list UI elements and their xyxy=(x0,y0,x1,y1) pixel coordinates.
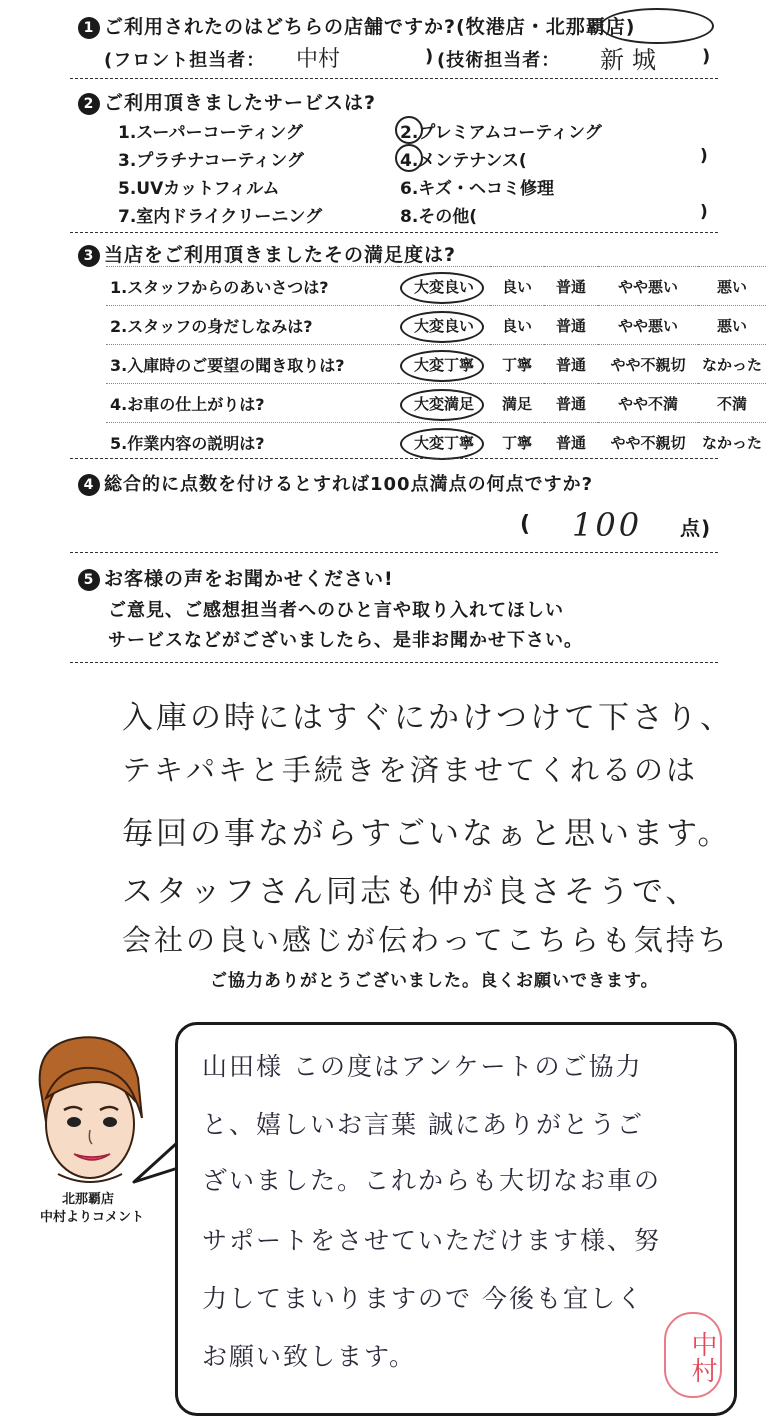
rating-option: なかった xyxy=(698,423,766,462)
staff-reply-line: ざいました。これからも大切なお車の xyxy=(202,1166,662,1195)
question-3-text: 当店をご利用頂きましたその満足度は? xyxy=(104,244,457,266)
service-option-7: 7.室内ドライクリーニング xyxy=(118,207,323,227)
rating-option-selected: 大変良い xyxy=(398,306,490,345)
customer-comment-last-line: ご協力ありがとうございました。良くお願いできます。 xyxy=(210,971,659,991)
rating-option: 丁寧 xyxy=(490,345,544,384)
rating-option: 普通 xyxy=(544,423,598,462)
staff-reply-line: 山田様 この度はアンケートのご協力 xyxy=(202,1052,643,1081)
service-4-circle xyxy=(395,144,423,172)
rating-option: 普通 xyxy=(544,345,598,384)
question-1-text: ご利用されたのはどちらの店舗ですか?(牧港店・北那覇店) xyxy=(104,16,636,38)
question-number-3: 3 xyxy=(78,245,100,267)
service-option-2: 2.プレミアムコーティング xyxy=(400,123,602,143)
rating-option: 丁寧 xyxy=(490,423,544,462)
front-staff-line xyxy=(104,46,265,72)
question-number-1: 1 xyxy=(78,17,100,39)
question-number-4: 4 xyxy=(78,474,100,496)
satisfaction-label: 5.作業内容の説明は? xyxy=(106,423,398,462)
rating-option: 良い xyxy=(490,267,544,306)
score-unit: 点) xyxy=(680,516,712,540)
divider xyxy=(70,662,718,663)
customer-comment-line: 入庫の時にはすぐにかけつけて下さり、 xyxy=(122,700,734,736)
selected-oval xyxy=(400,350,484,382)
rating-option-selected: 大変満足 xyxy=(398,384,490,423)
service-option-3: 3.プラチナコーティング xyxy=(118,151,304,171)
service-option-4-close: ) xyxy=(700,146,708,166)
question-number-2: 2 xyxy=(78,93,100,115)
selected-oval xyxy=(400,428,484,460)
rating-option: 悪い xyxy=(698,267,766,306)
rating-option: やや悪い xyxy=(598,306,698,345)
rating-option-selected: 大変丁寧 xyxy=(398,345,490,384)
question-3 xyxy=(78,240,456,267)
customer-comment-line: スタッフさん同志も仲が良さそうで、 xyxy=(122,874,700,910)
rating-option: 普通 xyxy=(544,306,598,345)
tech-staff-close: ) xyxy=(702,46,712,67)
question-5 xyxy=(78,564,394,591)
satisfaction-label: 4.お車の仕上がりは? xyxy=(106,384,398,423)
staff-reply-line: サポートをさせていただけます様、努 xyxy=(202,1226,662,1255)
satisfaction-table xyxy=(106,266,766,461)
divider xyxy=(70,232,718,233)
rating-option: 満足 xyxy=(490,384,544,423)
service-option-5: 5.UVカットフィルム xyxy=(118,179,280,199)
satisfaction-label: 2.スタッフの身だしなみは? xyxy=(106,306,398,345)
question-4-text: 総合的に点数を付けるとすれば100点満点の何点ですか? xyxy=(104,474,594,495)
rating-option: やや悪い xyxy=(598,267,698,306)
rating-option: やや不満 xyxy=(598,384,698,423)
service-2-circle xyxy=(395,116,423,144)
service-option-8-close: ) xyxy=(700,202,708,222)
question-2 xyxy=(78,88,376,115)
tech-staff-name: 新城 xyxy=(600,46,664,74)
satisfaction-row xyxy=(106,306,766,345)
rating-option: やや不親切 xyxy=(598,423,698,462)
service-option-8: 8.その他( xyxy=(400,207,478,227)
divider xyxy=(70,458,718,459)
front-staff-label: (フロント担当者： xyxy=(104,50,266,71)
rating-option-selected: 大変丁寧 xyxy=(398,423,490,462)
staff-reply-bubble xyxy=(175,1022,737,1416)
question-1 xyxy=(78,12,635,39)
rating-option: 普通 xyxy=(544,384,598,423)
divider xyxy=(70,552,718,553)
customer-comment-line: 毎回の事ながらすごいなぁと思います。 xyxy=(122,816,732,852)
rating-option: やや不親切 xyxy=(598,345,698,384)
question-5-line3: サービスなどがございましたら、是非お聞かせ下さい。 xyxy=(108,630,583,651)
rating-option: 不満 xyxy=(698,384,766,423)
rating-option: 良い xyxy=(490,306,544,345)
tech-staff-label: (技術担当者： xyxy=(437,50,561,71)
service-option-1: 1.スーパーコーティング xyxy=(118,123,303,143)
score-open: ( xyxy=(520,512,532,537)
question-5-line2: ご意見、ご感想担当者へのひと言や取り入れてほしい xyxy=(108,600,564,621)
staff-reply-line: 力してまいりますので 今後も宜しく xyxy=(202,1284,644,1313)
divider xyxy=(70,78,718,79)
rating-option: なかった xyxy=(698,345,766,384)
front-staff-close: ) xyxy=(425,46,435,67)
satisfaction-row xyxy=(106,267,766,306)
store-selection-circle xyxy=(600,8,714,44)
rating-option-selected: 大変良い xyxy=(398,267,490,306)
question-4 xyxy=(78,470,593,496)
selected-oval xyxy=(400,311,484,343)
service-option-4: 4.メンテナンス( xyxy=(400,151,527,171)
selected-oval xyxy=(400,272,484,304)
satisfaction-row xyxy=(106,423,766,462)
satisfaction-row xyxy=(106,384,766,423)
front-staff-name: 中村 xyxy=(296,47,341,72)
question-2-text: ご利用頂きましたサービスは? xyxy=(104,92,377,114)
score-value: 100 xyxy=(572,506,643,544)
question-number-5: 5 xyxy=(78,569,100,591)
staff-reply-line: と、嬉しいお言葉 誠にありがとうご xyxy=(202,1110,644,1139)
satisfaction-label: 1.スタッフからのあいさつは? xyxy=(106,267,398,306)
selected-oval xyxy=(400,389,484,421)
satisfaction-label: 3.入庫時のご要望の聞き取りは? xyxy=(106,345,398,384)
staff-store: 北那覇店 xyxy=(62,1192,115,1207)
satisfaction-row xyxy=(106,345,766,384)
service-option-6: 6.キズ・ヘコミ修理 xyxy=(400,179,554,199)
customer-comment-line: テキパキと手続きを済ませてくれるのは xyxy=(122,753,699,787)
rating-option: 悪い xyxy=(698,306,766,345)
rating-option: 普通 xyxy=(544,267,598,306)
name-stamp: 中村 xyxy=(664,1312,722,1398)
question-5-text: お客様の声をお聞かせください! xyxy=(104,568,394,590)
staff-reply-line: お願い致します。 xyxy=(202,1342,417,1371)
customer-comment-line: 会社の良い感じが伝わってこちらも気持ち xyxy=(122,923,730,957)
staff-caption: 中村よりコメント xyxy=(40,1210,145,1225)
